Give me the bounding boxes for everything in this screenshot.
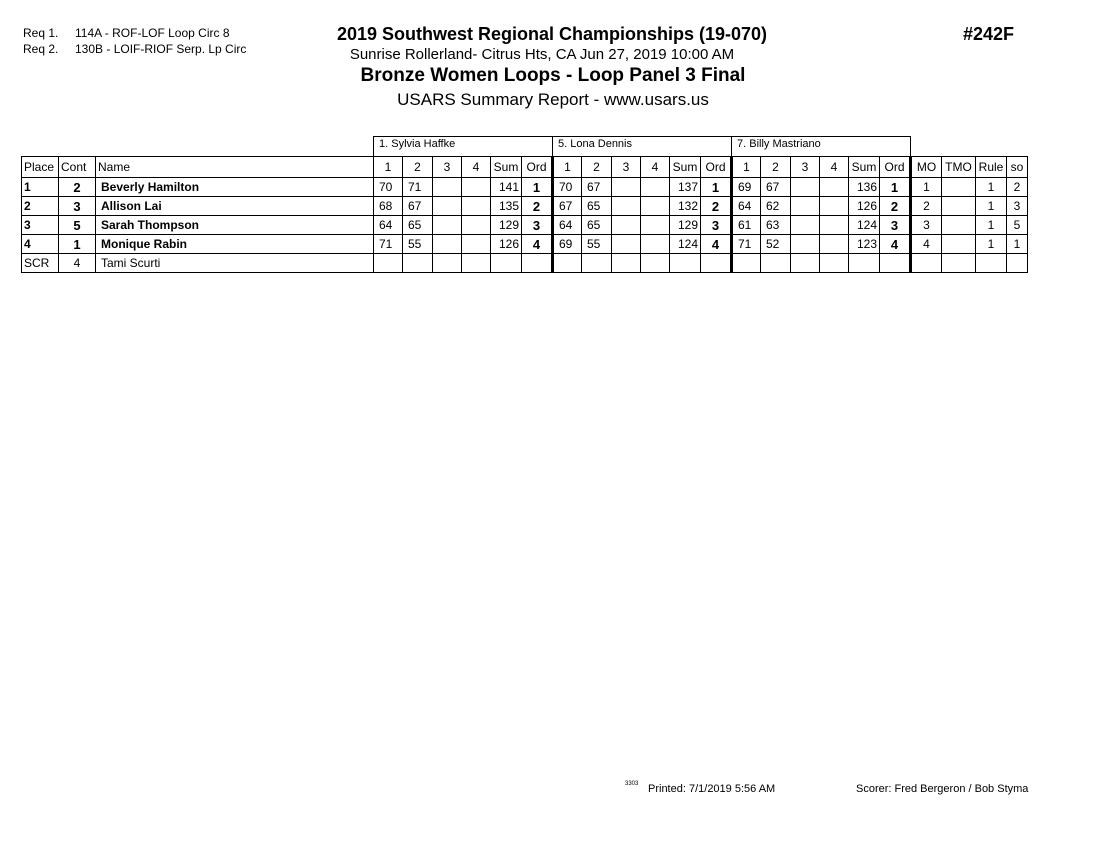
j3-sum-cell: 124: [849, 216, 880, 235]
tmo-cell: [942, 216, 976, 235]
place-cell: 3: [22, 216, 59, 235]
j3-score-cell: 64: [732, 197, 761, 216]
j2-score-cell: [612, 254, 641, 273]
j2-score-cell: [641, 178, 670, 197]
j3-score-cell: 69: [732, 178, 761, 197]
j2-sum-cell: 137: [670, 178, 701, 197]
so-cell: 3: [1007, 197, 1028, 216]
tmo-cell: [942, 235, 976, 254]
j1-score-cell: [433, 254, 462, 273]
j1-ordinal-cell: 4: [522, 235, 553, 254]
j2-sum-cell: 129: [670, 216, 701, 235]
col-j3-ord: Ord: [880, 157, 911, 178]
skater-name-cell: Allison Lai: [96, 197, 374, 216]
j1-ordinal-cell: 2: [522, 197, 553, 216]
j2-sum-cell: 132: [670, 197, 701, 216]
j2-score-cell: 55: [582, 235, 612, 254]
requirement-1-number: Req 1.: [23, 26, 59, 40]
j3-sum-cell: 126: [849, 197, 880, 216]
j1-sum-cell: 135: [491, 197, 522, 216]
print-code: 3303: [625, 781, 639, 787]
j3-score-cell: [820, 254, 849, 273]
col-j3-4: 4: [820, 157, 849, 178]
results-table: [21, 136, 1028, 273]
j3-score-cell: [732, 254, 761, 273]
j2-ordinal-cell: [701, 254, 732, 273]
j2-ordinal-cell: 4: [701, 235, 732, 254]
judges-spacer: [22, 137, 374, 157]
j2-score-cell: [582, 254, 612, 273]
j1-score-cell: 68: [374, 197, 403, 216]
mo-cell: [911, 254, 942, 273]
requirement-2-text: 130B - LOIF-RIOF Serp. Lp Circ: [75, 42, 247, 56]
judges-spacer-right: [911, 137, 1028, 157]
j1-score-cell: 70: [374, 178, 403, 197]
j1-sum-cell: 141: [491, 178, 522, 197]
j1-sum-cell: [491, 254, 522, 273]
j2-score-cell: [641, 216, 670, 235]
j2-sum-cell: 124: [670, 235, 701, 254]
j2-score-cell: [553, 254, 582, 273]
skater-name-cell: Monique Rabin: [96, 235, 374, 254]
col-place: Place: [22, 157, 59, 178]
so-cell: 2: [1007, 178, 1028, 197]
j1-score-cell: [433, 216, 462, 235]
col-rule: Rule: [976, 157, 1007, 178]
col-j1-3: 3: [433, 157, 462, 178]
report-title: USARS Summary Report - www.usars.us: [397, 90, 709, 109]
j2-score-cell: 67: [553, 197, 582, 216]
j3-score-cell: 67: [761, 178, 791, 197]
j3-ordinal-cell: [880, 254, 911, 273]
cont-cell: 3: [59, 197, 96, 216]
table-row: [22, 235, 1028, 254]
j2-score-cell: 65: [582, 197, 612, 216]
rule-cell: 1: [976, 178, 1007, 197]
mo-cell: 2: [911, 197, 942, 216]
judges-row: [22, 137, 1028, 157]
requirement-2: [23, 42, 246, 56]
j3-score-cell: 61: [732, 216, 761, 235]
table-row: [22, 178, 1028, 197]
j3-score-cell: [820, 178, 849, 197]
col-name: Name: [96, 157, 374, 178]
j3-score-cell: [820, 216, 849, 235]
j2-score-cell: 64: [553, 216, 582, 235]
place-cell: 1: [22, 178, 59, 197]
j2-ordinal-cell: 1: [701, 178, 732, 197]
j3-score-cell: [791, 216, 820, 235]
so-cell: 1: [1007, 235, 1028, 254]
table-row: [22, 254, 1028, 273]
j1-score-cell: [462, 178, 491, 197]
col-j1-4: 4: [462, 157, 491, 178]
col-j2-3: 3: [612, 157, 641, 178]
col-j2-sum: Sum: [670, 157, 701, 178]
cont-cell: 5: [59, 216, 96, 235]
skater-name-cell: Sarah Thompson: [96, 216, 374, 235]
j3-score-cell: 63: [761, 216, 791, 235]
competition-title: 2019 Southwest Regional Championships (19-070): [336, 24, 768, 44]
j3-sum-cell: 123: [849, 235, 880, 254]
j1-score-cell: [433, 197, 462, 216]
printed-timestamp: Printed: 7/1/2019 5:56 AM: [648, 783, 776, 795]
rule-cell: 1: [976, 235, 1007, 254]
col-j2-4: 4: [641, 157, 670, 178]
col-mo: MO: [911, 157, 942, 178]
j2-ordinal-cell: 2: [701, 197, 732, 216]
judge-2-name: 5. Lona Dennis: [553, 137, 732, 157]
col-j1-1: 1: [374, 157, 403, 178]
col-cont: Cont: [59, 157, 96, 178]
j2-score-cell: [612, 235, 641, 254]
j3-sum-cell: [849, 254, 880, 273]
j3-ordinal-cell: 1: [880, 178, 911, 197]
j2-score-cell: 70: [553, 178, 582, 197]
j3-score-cell: 71: [732, 235, 761, 254]
j3-ordinal-cell: 3: [880, 216, 911, 235]
col-j3-1: 1: [732, 157, 761, 178]
event-number: #242F: [963, 24, 1015, 44]
so-cell: 5: [1007, 216, 1028, 235]
j2-score-cell: [612, 197, 641, 216]
skater-name-cell: Tami Scurti: [96, 254, 374, 273]
event-title: Bronze Women Loops - Loop Panel 3 Final: [360, 65, 746, 86]
requirement-1-text: 114A - ROF-LOF Loop Circ 8: [75, 26, 230, 40]
col-j3-3: 3: [791, 157, 820, 178]
j3-ordinal-cell: 4: [880, 235, 911, 254]
j3-score-cell: [791, 178, 820, 197]
j3-score-cell: [820, 197, 849, 216]
mo-cell: 3: [911, 216, 942, 235]
cont-cell: 4: [59, 254, 96, 273]
j1-score-cell: 65: [403, 216, 433, 235]
j2-score-cell: 69: [553, 235, 582, 254]
location-line: Sunrise Rollerland- Citrus Hts, CA Jun 27, 2019 10:00 AM: [349, 46, 735, 63]
j1-score-cell: [433, 235, 462, 254]
col-j2-ord: Ord: [701, 157, 732, 178]
j1-score-cell: 55: [403, 235, 433, 254]
j2-score-cell: [641, 254, 670, 273]
j1-score-cell: 64: [374, 216, 403, 235]
j2-ordinal-cell: 3: [701, 216, 732, 235]
j1-score-cell: 67: [403, 197, 433, 216]
j1-score-cell: [462, 216, 491, 235]
j1-score-cell: [462, 235, 491, 254]
column-header-row: [22, 157, 1028, 178]
j2-score-cell: [612, 216, 641, 235]
place-cell: 2: [22, 197, 59, 216]
requirement-2-number: Req 2.: [23, 42, 59, 56]
cont-cell: 2: [59, 178, 96, 197]
col-tmo: TMO: [942, 157, 976, 178]
col-j1-2: 2: [403, 157, 433, 178]
mo-cell: 4: [911, 235, 942, 254]
col-j3-2: 2: [761, 157, 791, 178]
j2-sum-cell: [670, 254, 701, 273]
tmo-cell: [942, 254, 976, 273]
j1-score-cell: [374, 254, 403, 273]
requirement-1: [23, 26, 230, 40]
col-j3-sum: Sum: [849, 157, 880, 178]
place-cell: SCR: [22, 254, 59, 273]
tmo-cell: [942, 178, 976, 197]
result-rows: [22, 178, 1028, 273]
col-j1-sum: Sum: [491, 157, 522, 178]
cont-cell: 1: [59, 235, 96, 254]
j1-score-cell: [403, 254, 433, 273]
skater-name-cell: Beverly Hamilton: [96, 178, 374, 197]
rule-cell: 1: [976, 216, 1007, 235]
col-j1-ord: Ord: [522, 157, 553, 178]
j1-sum-cell: 129: [491, 216, 522, 235]
j2-score-cell: 65: [582, 216, 612, 235]
j1-ordinal-cell: 1: [522, 178, 553, 197]
j1-score-cell: [433, 178, 462, 197]
j1-score-cell: 71: [403, 178, 433, 197]
j3-sum-cell: 136: [849, 178, 880, 197]
col-so: so: [1007, 157, 1028, 178]
j3-score-cell: [791, 254, 820, 273]
j3-score-cell: 62: [761, 197, 791, 216]
judge-3-name: 7. Billy Mastriano: [732, 137, 911, 157]
j1-ordinal-cell: [522, 254, 553, 273]
judge-1-name: 1. Sylvia Haffke: [374, 137, 553, 157]
j2-score-cell: [641, 197, 670, 216]
j3-score-cell: [761, 254, 791, 273]
col-j2-2: 2: [582, 157, 612, 178]
j3-score-cell: [791, 235, 820, 254]
j3-ordinal-cell: 2: [880, 197, 911, 216]
mo-cell: 1: [911, 178, 942, 197]
j3-score-cell: [791, 197, 820, 216]
j1-sum-cell: 126: [491, 235, 522, 254]
table-row: [22, 197, 1028, 216]
place-cell: 4: [22, 235, 59, 254]
j1-score-cell: 71: [374, 235, 403, 254]
table-row: [22, 216, 1028, 235]
j3-score-cell: 52: [761, 235, 791, 254]
col-j2-1: 1: [553, 157, 582, 178]
scorer-line: Scorer: Fred Bergeron / Bob Styma: [856, 783, 1029, 795]
j2-score-cell: [641, 235, 670, 254]
j2-score-cell: [612, 178, 641, 197]
j1-score-cell: [462, 254, 491, 273]
so-cell: [1007, 254, 1028, 273]
rule-cell: 1: [976, 197, 1007, 216]
j2-score-cell: 67: [582, 178, 612, 197]
j1-ordinal-cell: 3: [522, 216, 553, 235]
tmo-cell: [942, 197, 976, 216]
rule-cell: [976, 254, 1007, 273]
j3-score-cell: [820, 235, 849, 254]
j1-score-cell: [462, 197, 491, 216]
